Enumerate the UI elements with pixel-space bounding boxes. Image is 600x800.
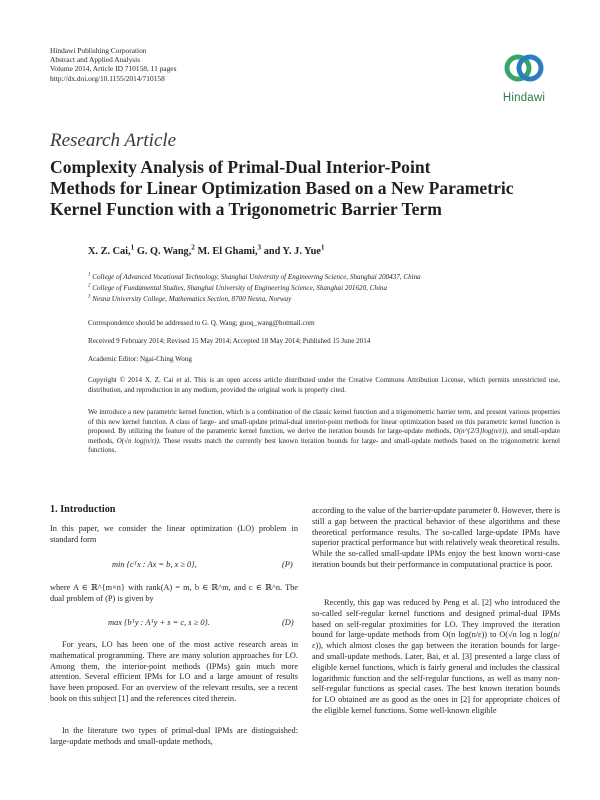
author-name: M. El Ghami, [197, 246, 258, 257]
large-update-bound: O(n^{2/3}log(n/ε)) [453, 427, 507, 436]
affil-marker: 1 [88, 272, 91, 278]
author-affil-marker: 3 [257, 243, 262, 252]
academic-editor: Academic Editor: Ngai-Ching Wong [88, 355, 192, 363]
author-affil-marker: 1 [130, 243, 135, 252]
equation-label: (D) [282, 618, 294, 627]
small-update-bound: O(√n log(n/ε)) [116, 436, 159, 445]
primal-equation: min {cᵀx : Ax = b, x ≥ 0}, [112, 560, 197, 569]
abstract-text: We introduce a new parametric kernel function, which is a combination of the classic kernel function and a trigonometric barrier term, and present various properties of this new kernel function. A class of large- and small-update primal-dual interior-point methods for linear optimization based on this parametric kernel function is proposed. By utilizing the feature of the parametric kernel function, we derive the iteration bounds for large-update methods, [88, 408, 560, 436]
affiliation-text: College of Advanced Vocational Technology, Shanghai University of Engineering Science, Shanghai 200437, China [92, 273, 421, 281]
article-type: Research Article [50, 130, 177, 151]
author-name: and Y. J. Yue [263, 246, 321, 257]
publisher-name: Hindawi Publishing Corporation [50, 46, 147, 55]
title-line: Methods for Linear Optimization Based on a New Parametric [50, 178, 514, 198]
dual-equation: max {bᵀy : Aᵀy + s = c, s ≥ 0}. [108, 618, 210, 627]
equation-label: (P) [282, 560, 293, 569]
affil-marker: 2 [88, 283, 91, 289]
journal-header [50, 46, 176, 83]
copyright-notice: Copyright © 2014 X. Z. Cai et al. This is an open access article distributed under the Creative Commons Attribution License, which permits unrestricted use, distribution, and reproduction in any medium, provided the original work is properly cited. [88, 376, 560, 394]
intro-paragraph: In this paper, we consider the linear optimization (LO) problem in standard form [50, 524, 298, 544]
author-name: G. Q. Wang, [136, 246, 192, 257]
affil-marker: 3 [88, 294, 91, 300]
intro-paragraph: In the literature two types of primal-dual IPMs are distinguished: large-update methods and small-update methods, [50, 726, 298, 746]
section-heading: 1. Introduction [50, 504, 116, 515]
where-clause: where A ∈ ℝ^{m×n} with rank(A) = m, b ∈ ℝ^m, and c ∈ ℝ^n. The dual problem of (P) is given by [50, 583, 298, 603]
journal-name: Abstract and Applied Analysis [50, 55, 141, 65]
abstract-text: . These results match the currently best known iteration bounds for large- and small-update methods based on the trigonometric kernel functions. [88, 436, 560, 455]
article-title [50, 157, 560, 220]
intro-paragraph-right: Recently, this gap was reduced by Peng et al. [2] who introduced the so-called self-regular kernel functions and designed primal-dual IPMs based on self-regular proximities for LO. They improved the iteration bound for large-update methods from O(n log(n/ε)) to O(√n log n log(n/ε)), which almost closes the gap between the iteration bounds for large- and small-update methods. Later, Bai, et al. [3] presented a large class of eligible kernel functions, which is fairly general and includes the classical logarithmic function and the self-regular functions, as well as many non-self-regular functions as special cases. The best known iteration bounds for LO obtained are as good as the ones in [2] for appropriate choices of the eligible kernel functions. Some well-known eligible [312, 598, 560, 715]
affiliation-text: College of Fundamental Studies, Shanghai University of Engineering Science, Shanghai 201620, China [92, 284, 388, 292]
article-dates: Received 9 February 2014; Revised 15 May 2014; Accepted 18 May 2014; Published 15 June 2014 [88, 337, 371, 345]
hindawi-logo-text: Hindawi [502, 92, 546, 104]
title-line: Complexity Analysis of Primal-Dual Interior-Point [50, 157, 431, 177]
affiliations [88, 272, 558, 305]
affiliation-item [88, 283, 558, 294]
volume-info: Volume 2014, Article ID 710158, 11 pages [50, 64, 177, 74]
intro-paragraph: For years, LO has been one of the most active research areas in mathematical programming. There are many solution approaches for LO. Among them, the interior-point methods (IPMs) gain much more attention. Several efficient IPMs for LO and a large amount of results have been proposed. For an overview of the relevant results, see a recent book on this subject [1] and the references cited therein. [50, 640, 298, 703]
author-list [88, 243, 325, 257]
abstract-text: , and small-update methods, [88, 427, 561, 445]
author-affil-marker: 2 [191, 243, 195, 252]
doi-link[interactable]: http://dx.doi.org/10.1155/2014/710158 [50, 73, 165, 83]
author-name: X. Z. Cai, [88, 246, 131, 257]
author-affil-marker: 1 [320, 243, 325, 252]
title-line: Kernel Function with a Trigonometric Barrier Term [50, 199, 442, 219]
affiliation-item [88, 272, 558, 283]
abstract [88, 408, 560, 456]
intro-paragraph-right: according to the value of the barrier-update parameter θ. However, there is still a gap between the practical behavior of these algorithms and these theoretical performance results. The so-called large-update IPMs have superior practical performance but with relatively weak theoretical results. While the so-called small-update IPMs enjoy the best known worst-case iteration bounds but their performance in computational practice is poor. [312, 506, 560, 569]
correspondence: Correspondence should be addressed to G. Q. Wang; guoq_wang@hotmail.com [88, 319, 315, 327]
affiliation-text: Nesna University College, Mathematics Section, 8700 Nesna, Norway [92, 295, 292, 303]
affiliation-item [88, 294, 558, 305]
